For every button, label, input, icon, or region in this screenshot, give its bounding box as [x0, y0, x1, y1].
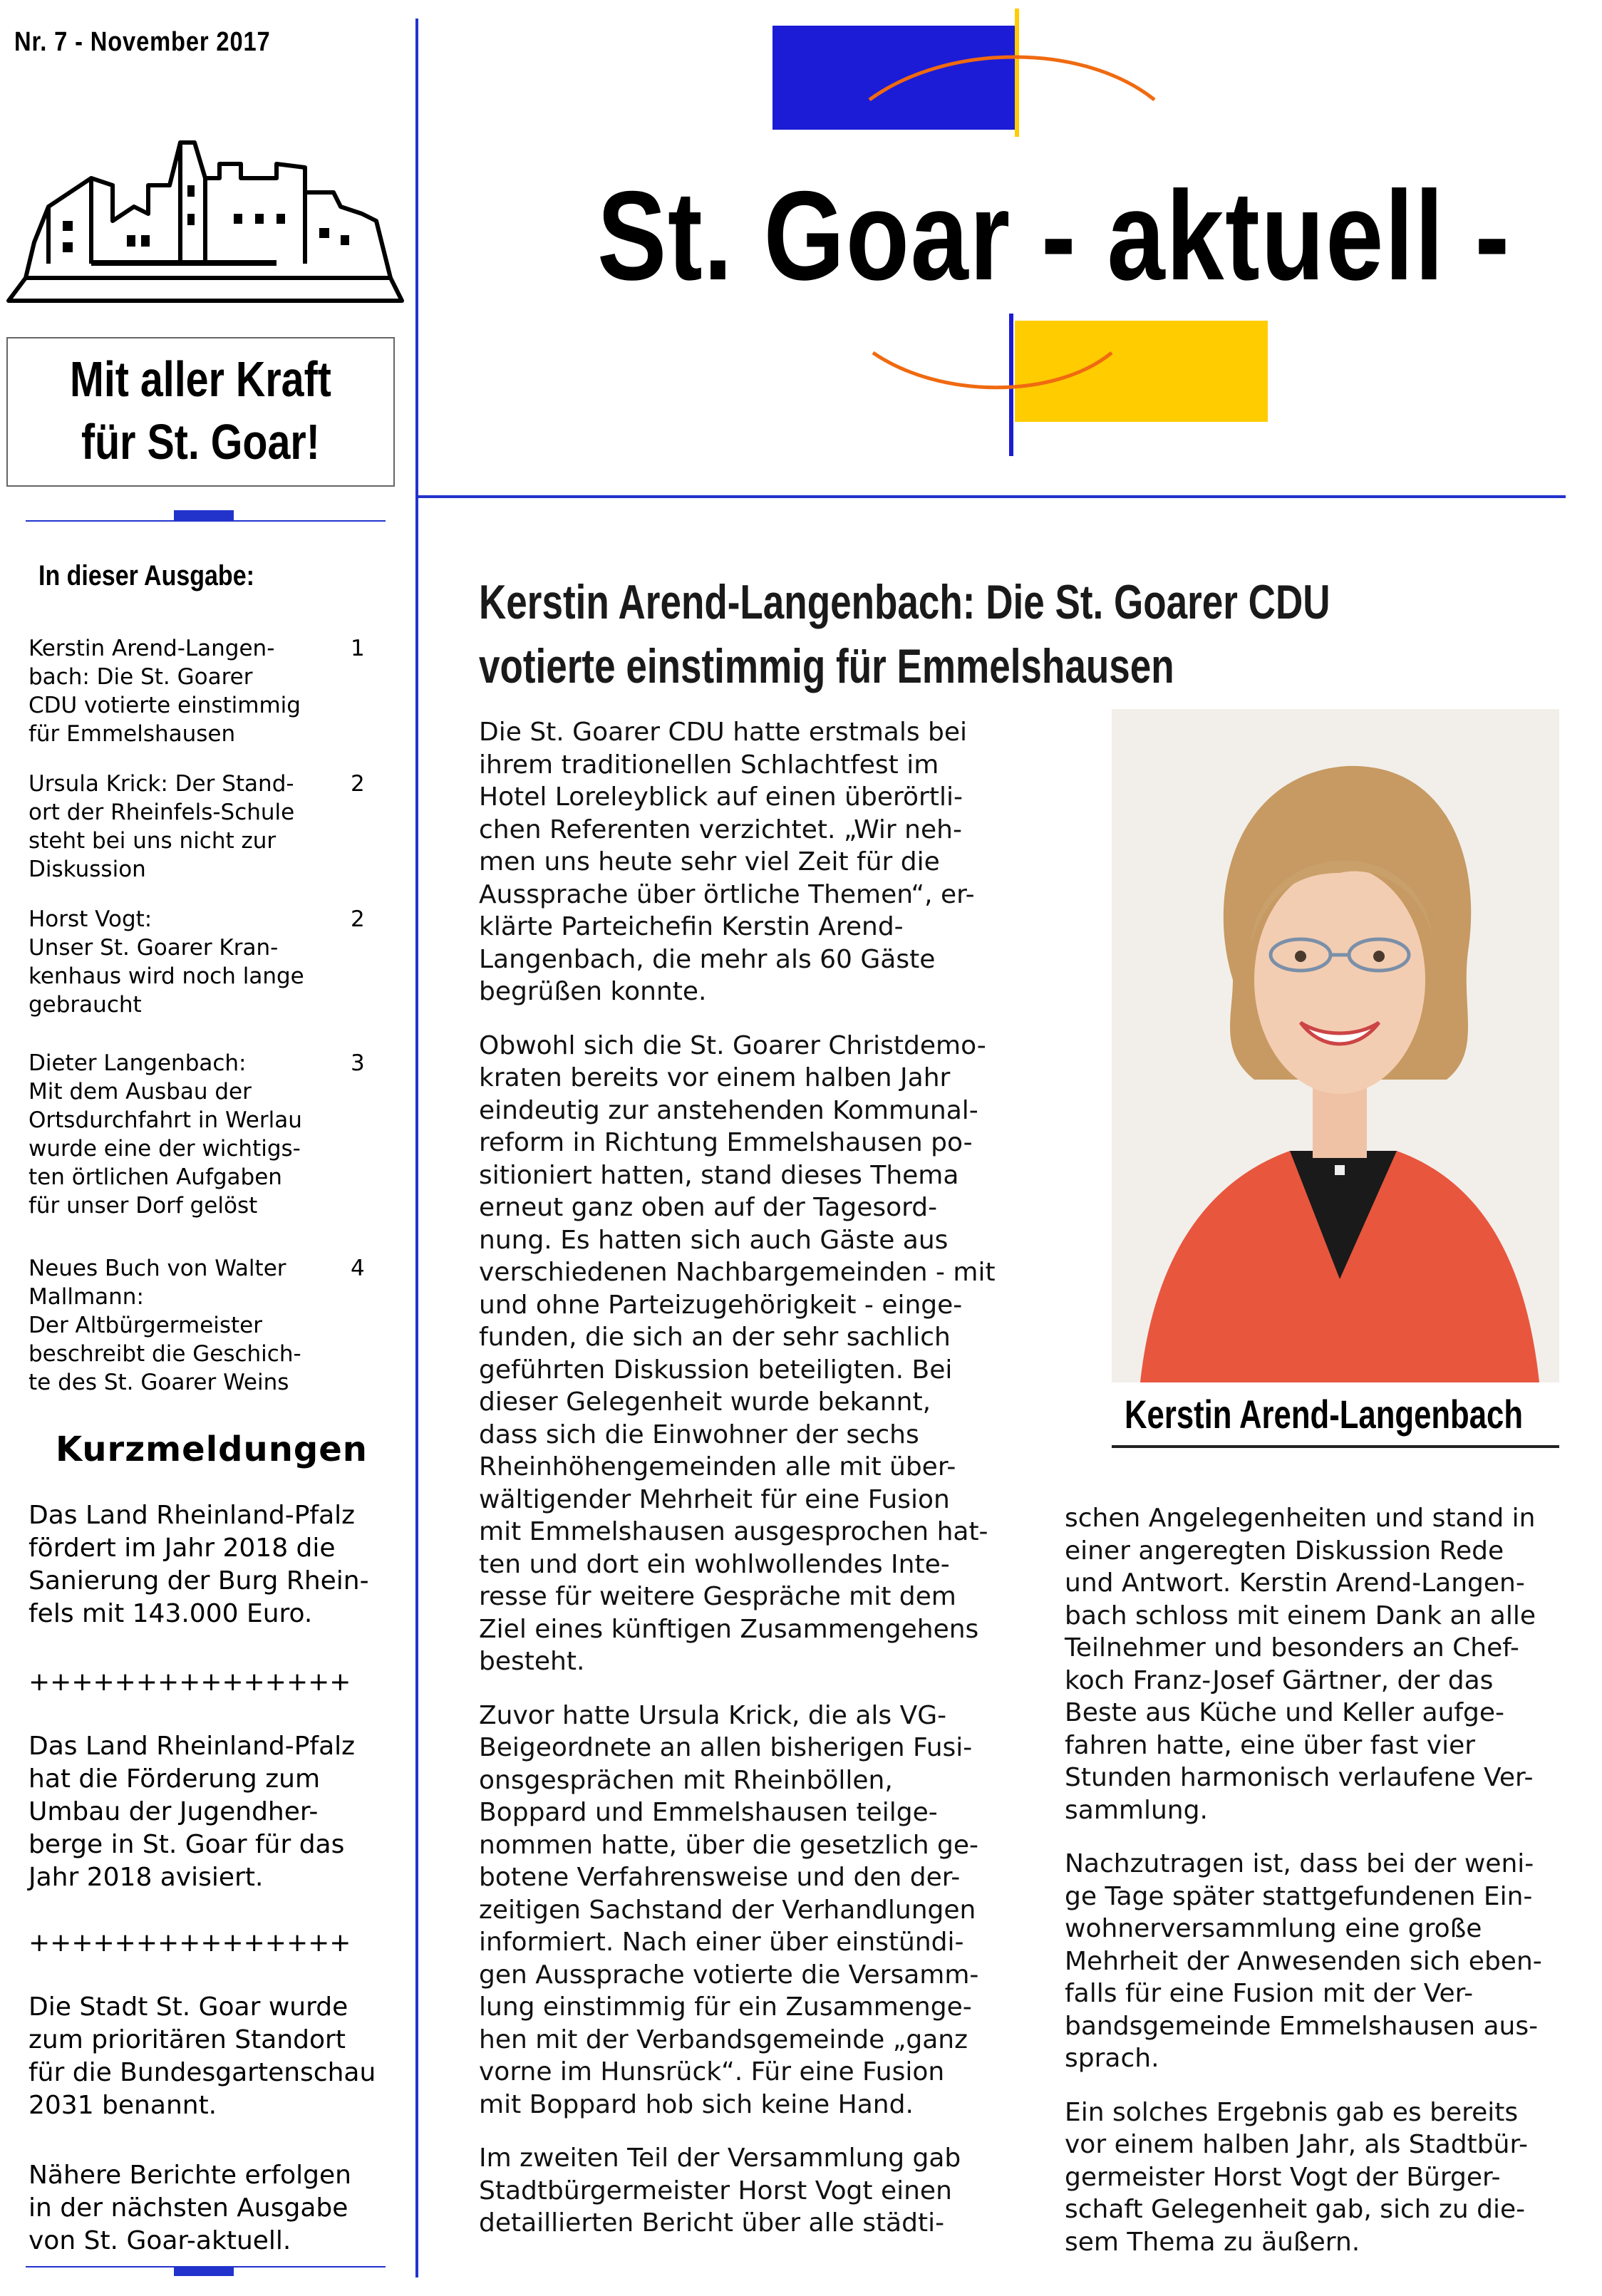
toc-entry[interactable]: Neues Buch von Walter Mallmann: Der Altbürgermeister beschreibt die Geschich- te des St. Goarer Weins 4	[29, 1256, 365, 1395]
paragraph: Obwohl sich die St. Goarer Christdemo- kraten bereits vor einem halben Jahr eindeutig zur anstehenden Kommunal- reform in Richtung Emmelshausen po- sitioniert hatten, stand dieses Thema erneut ganz oben auf der Tagesord- nung. Es hatten sich auch Gäste aus verschiedenen Nachbargemeinden - mit und ohne Parteizugehörigkeit - einge- funden, die sich an der sehr sachlich geführten Diskussion beteiligten. Bei dieser Gelegenheit wurde bekannt, dass sich die Einwohner der sechs Rheinhöhengemeinden alle mit über- wältigender Mehrheit für eine Fusion mit Emmelshausen ausgesprochen hat- ten und dort ein wohlwollendes Inte- resse für weitere Gespräche mit dem Ziel eines künftigen Zusammengehens besteht.	[479, 1030, 996, 1676]
sidebar-divider	[26, 520, 386, 522]
newsletter-title: St. Goar - aktuell -	[597, 165, 1511, 306]
news-item: Nähere Berichte erfolgen in der nächsten Ausgabe von St. Goar-aktuell.	[29, 2161, 351, 2255]
column-rule	[415, 19, 418, 2277]
toc-page: 2	[351, 906, 365, 932]
kurzmeldungen-title: Kurzmeldungen	[56, 1429, 368, 1469]
masthead-rule	[418, 495, 1566, 498]
toc-page: 4	[351, 1256, 365, 1281]
paragraph: Zuvor hatte Ursula Krick, die als VG- Beigeordnete an allen bisherigen Fusi- onsgesprächen mit Rheinböllen, Boppard und Emmelshausen teilge- nommen hatte, über die gesetzlich ge- botene Verfahrensweise und den der- zeitigen Sachstand der Verhandlungen informiert. Nach einer über einstündi- gen Aussprache votierte die Versamm- lung einstimmig für ein Zusammenge- hen mit der Verbandsgemeinde „ganz vorne im Hunsrück“. Für eine Fusion mit Boppard hob sich keine Hand.	[479, 1700, 979, 2119]
toc-page: 3	[351, 1050, 365, 1076]
paragraph: Nachzutragen ist, dass bei der weni- ge Tage später stattgefundenen Ein- wohnerversammlung eine große Mehrheit der Anwesenden sich eben- falls für eine Fusion mit der Ver- bandsgemeinde Emmelshausen aus- sprach.	[1065, 1849, 1542, 2073]
yellow-bar	[1015, 9, 1019, 137]
castle-logo	[6, 135, 405, 306]
news-item: Das Land Rheinland-Pfalz hat die Förderung zum Umbau der Jugendher- berge in St. Goar für das Jahr 2018 avisiert.	[29, 1732, 356, 1892]
paragraph: Im zweiten Teil der Versammlung gab Stadtbürgermeister Horst Vogt einen detaillierten Bericht über alle städti-	[479, 2144, 961, 2238]
paragraph: Die St. Goarer CDU hatte erstmals bei ihrem traditionellen Schlachtfest im Hotel Loreleyblick auf einen überörtli- chen Referenten verzichtet. „Wir neh- men uns heute sehr viel Zeit für die Aussprache über örtliche Themen“, er- klärte Parteichefin Kerstin Arend- Langenbach, die mehr als 60 Gäste begrüßen konnte.	[479, 718, 975, 1006]
photo-caption: Kerstin Arend-Langenbach	[1125, 1392, 1524, 1437]
article-headline: Kerstin Arend-Langenbach: Die St. Goarer CDU votierte einstimmig für Emmelshausen	[479, 575, 1330, 693]
toc-page: 2	[351, 771, 365, 797]
blue-block	[772, 26, 1018, 130]
news-item: Die Stadt St. Goar wurde zum prioritären Standort für die Bundesgartenschau 2031 benannt.	[29, 1992, 376, 2120]
yellow-block	[1015, 321, 1268, 422]
slogan: Mit aller Kraft für St. Goar!	[70, 351, 331, 470]
toc-entry[interactable]: Ursula Krick: Der Stand- ort der Rheinfels-Schule steht bei uns nicht zur Diskussion 2	[29, 771, 365, 882]
toc-page: 1	[351, 636, 365, 661]
toc-title: In dieser Ausgabe:	[38, 560, 254, 591]
caption-rule	[1112, 1445, 1559, 1448]
sidebar-divider-mark	[174, 510, 234, 520]
portrait-photo	[1112, 709, 1559, 1382]
article-column-1	[479, 716, 1042, 2240]
news-separator: +++++++++++++++	[29, 1667, 351, 1697]
toc-entry[interactable]: Kerstin Arend-Langen- bach: Die St. Goarer CDU votierte einstimmig für Emmelshausen 1	[29, 636, 365, 747]
portrait-illustration	[1112, 709, 1559, 1382]
blue-bar	[1009, 314, 1013, 456]
news-item: Das Land Rheinland-Pfalz fördert im Jahr 2018 die Sanierung der Burg Rhein- fels mit 143.000 Euro.	[29, 1501, 369, 1628]
sidebar-bottom-mark	[174, 2266, 234, 2276]
issue-number: Nr. 7 - November 2017	[14, 27, 271, 57]
article-column-2	[1065, 1502, 1564, 2258]
toc-entry[interactable]: Horst Vogt: Unser St. Goarer Kran- kenhaus wird noch lange gebraucht 2	[29, 906, 365, 1018]
paragraph: Ein solches Ergebnis gab es bereits vor einem halben Jahr, als Stadtbür- germeister Horst Vogt der Bürger- schaft Gelegenheit gab, sich zu die- sem Thema zu äußern.	[1065, 2097, 1528, 2257]
news-separator: +++++++++++++++	[29, 1928, 351, 1958]
toc-entry[interactable]: Dieter Langenbach: Mit dem Ausbau der Ortsdurchfahrt in Werlau wurde eine der wichtigs- ten örtlichen Aufgaben für unser Dorf gelöst 3	[29, 1050, 365, 1219]
paragraph: schen Angelegenheiten und stand in einer angeregten Diskussion Rede und Antwort. Kerstin Arend-Langen- bach schloss mit einem Dank an alle Teilnehmer und besonders an Chef- koch Franz-Josef Gärtner, der das Beste aus Küche und Keller aufge- fahren hatte, eine über fast vier Stunden harmonisch verlaufene Ver- sammlung.	[1065, 1504, 1536, 1825]
